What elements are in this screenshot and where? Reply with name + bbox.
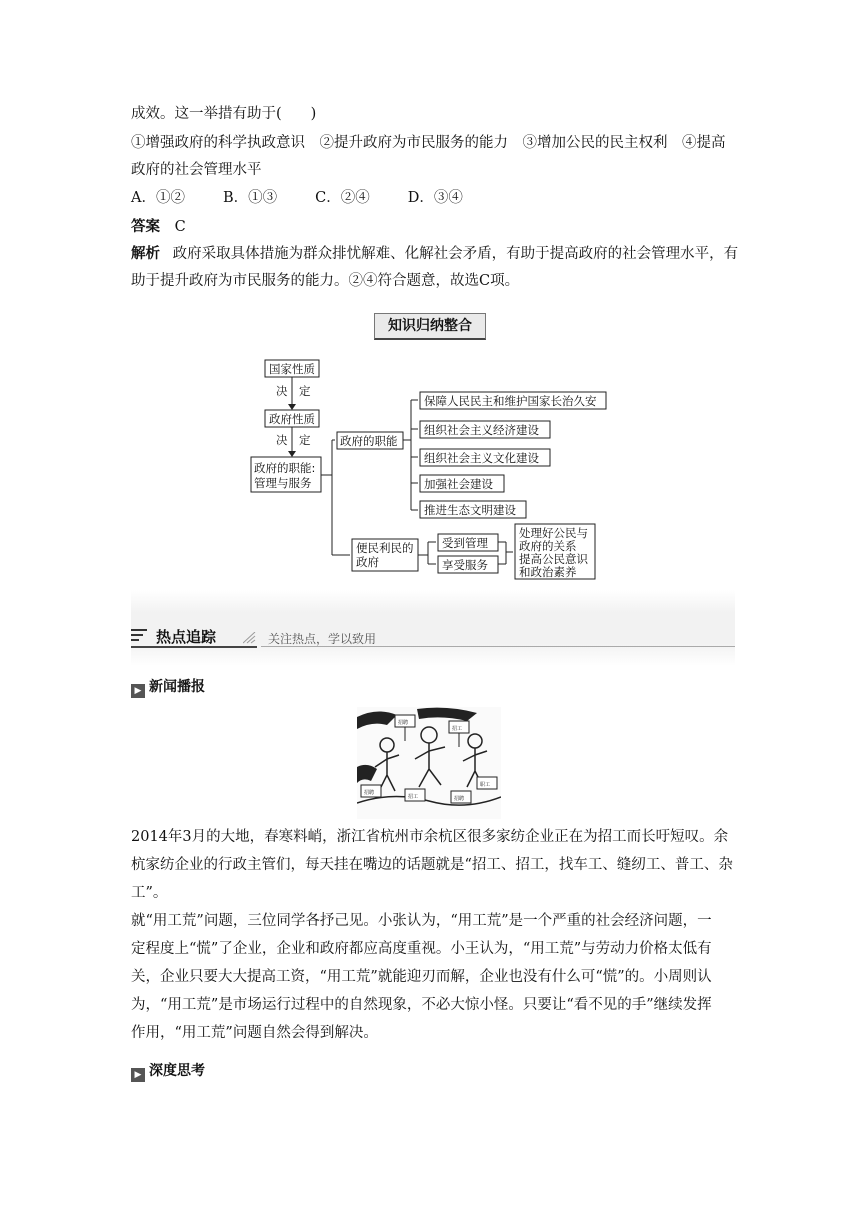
sign-5: 招聘	[454, 796, 465, 802]
answer-value: C	[174, 219, 186, 235]
box-shoudao	[438, 534, 498, 551]
deep-heading-text: 深度思考	[149, 1063, 205, 1079]
box-func-4	[420, 475, 504, 492]
label-func-5: 推进生态文明建设	[424, 503, 516, 517]
label-jueding-1: 决 定	[276, 384, 311, 398]
box-result	[515, 524, 595, 579]
sign-1: 招聘	[398, 720, 409, 726]
sign-2: 招工	[452, 726, 463, 732]
label-result-2: 政府的关系	[519, 539, 577, 553]
option-a: A．①②	[131, 190, 185, 206]
label-func-1: 保障人民民主和维护国家长治久安	[424, 394, 597, 408]
cartoon-illustration	[357, 707, 501, 819]
analysis-line1	[131, 244, 738, 264]
sign-3: 招聘	[364, 790, 375, 796]
question-statements-line2: 政府的社会管理水平	[131, 162, 262, 178]
news-para2-line5: 作用，“用工荒”问题自然会得到解决。	[131, 1025, 378, 1041]
option-b: B．①③	[222, 190, 278, 206]
hot-subtitle-line	[261, 646, 735, 647]
knowledge-banner: 知识归纳整合	[374, 313, 486, 340]
label-zhineng-1: 政府的职能:	[254, 461, 316, 475]
news-heading	[131, 676, 205, 698]
news-para1-line3: 工”。	[131, 885, 168, 901]
question-stem-tail: 成效。这一举措有助于( )	[131, 106, 317, 122]
label-result-4: 和政治素养	[519, 565, 577, 579]
play-icon: ▶	[131, 1068, 145, 1082]
label-bianmin-1: 便民利民的	[356, 541, 414, 555]
hot-title-underline	[131, 646, 257, 648]
label-func-3: 组织社会主义文化建设	[424, 451, 539, 465]
label-jueding-2: 决 定	[276, 433, 311, 447]
option-d: D．③④	[407, 190, 463, 206]
box-func-1	[420, 392, 606, 409]
question-options	[131, 188, 501, 208]
news-para1-line2: 杭家纺企业的行政主管们，每天挂在嘴边的话题就是“招工、招工，找车工、缝纫工、普工、杂	[131, 857, 733, 873]
analysis-label: 解析	[131, 246, 160, 262]
answer-label: 答案	[131, 219, 160, 235]
label-result-3: 提高公民意识	[519, 552, 588, 566]
label-shoudao: 受到管理	[442, 536, 488, 550]
news-para2-line1: 就“用工荒”问题，三位同学各抒己见。小张认为，“用工荒”是一个严重的社会经济问题，一	[131, 913, 712, 929]
news-para1-line1: 2014年3月的大地，春寒料峭，浙江省杭州市余杭区很多家纺企业正在为招工而长吁短叹。余	[131, 829, 729, 845]
box-func-5	[420, 501, 526, 518]
label-result-1: 处理好公民与	[519, 526, 588, 540]
box-guojia	[265, 360, 319, 377]
box-xiangshou	[438, 556, 498, 573]
box-zhineng-mid	[337, 432, 403, 449]
news-heading-text: 新闻播报	[149, 679, 205, 695]
play-icon: ▶	[131, 684, 145, 698]
sign-6: 职工	[480, 782, 491, 788]
hot-topic-title: 热点追踪	[156, 628, 217, 646]
label-guojia: 国家性质	[269, 362, 315, 376]
box-func-3	[420, 449, 550, 466]
news-para2-line3: 关，企业只要大大提高工资，“用工荒”就能迎刃而解，企业也没有什么可“慌”的。小周则认	[131, 969, 712, 985]
news-para2-line2: 定程度上“慌”了企业，企业和政府都应高度重视。小王认为，“用工荒”与劳动力价格太低有	[131, 941, 712, 957]
question-statements-line1: ①增强政府的科学执政意识 ②提升政府为市民服务的能力 ③增加公民的民主权利 ④提高	[131, 135, 726, 151]
label-bianmin-2: 政府	[356, 555, 379, 569]
label-zhineng-2: 管理与服务	[254, 476, 312, 490]
box-zhengfu	[265, 410, 319, 427]
label-zhengfu: 政府性质	[269, 412, 315, 426]
stripe-icon	[131, 628, 151, 644]
analysis-text-1: 政府采取具体措施为群众排忧解难、化解社会矛盾，有助于提高政府的社会管理水平，有	[172, 246, 739, 262]
option-c: C．②④	[315, 190, 370, 206]
analysis-line2: 助于提升政府为市民服务的能力。②④符合题意，故选C项。	[131, 273, 520, 289]
corner-icon	[243, 632, 257, 644]
hot-topic-bar	[131, 590, 735, 666]
news-para2-line4: 为，“用工荒”是市场运行过程中的自然现象，不必大惊小怪。只要让“看不见的手”继续发挥	[131, 997, 712, 1013]
label-func-4: 加强社会建设	[424, 477, 493, 491]
hot-topic-subtitle: 关注热点，学以致用	[268, 632, 377, 646]
deep-heading	[131, 1060, 205, 1082]
label-xiangshou: 享受服务	[442, 558, 488, 572]
box-zhineng	[251, 457, 321, 492]
label-func-2: 组织社会主义经济建设	[424, 423, 539, 437]
label-zhineng-mid: 政府的职能	[340, 434, 398, 448]
box-bianmin	[352, 539, 418, 571]
sign-4: 招工	[408, 794, 419, 800]
answer-line	[131, 217, 186, 237]
box-func-2	[420, 421, 550, 438]
